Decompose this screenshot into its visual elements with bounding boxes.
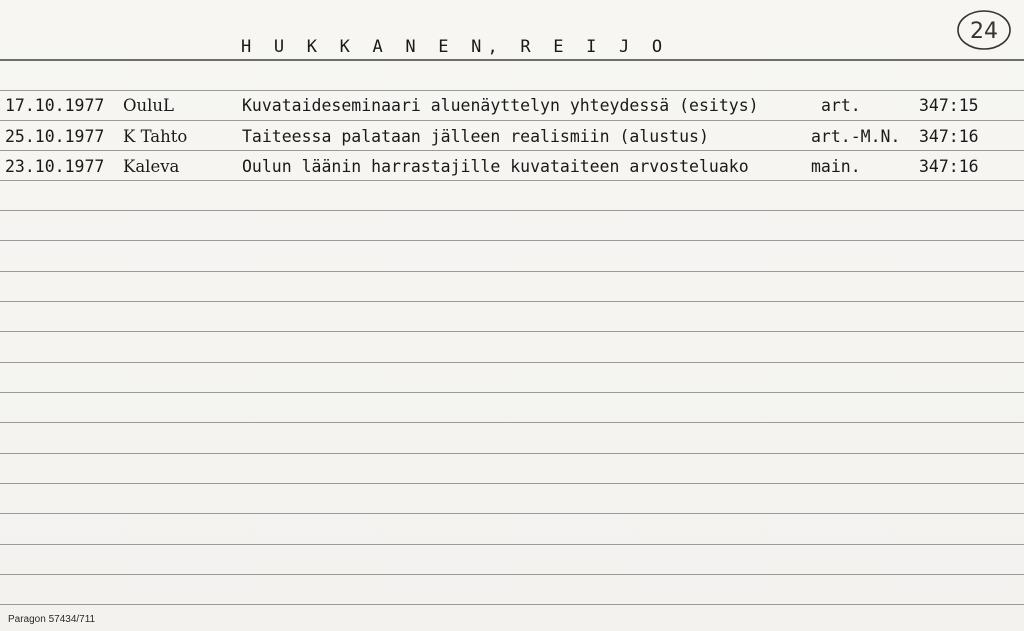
entry-ref: 347:16 bbox=[919, 157, 979, 176]
entry-title: Taiteessa palataan jälleen realismiin (alustus) bbox=[242, 127, 709, 146]
line-rule bbox=[0, 422, 1024, 423]
line-rule bbox=[0, 271, 1024, 272]
entry-title: Oulun läänin harrastajille kuvataiteen arvosteluako bbox=[242, 157, 749, 176]
card-name-header: H U K K A N E N, R E I J O bbox=[241, 37, 669, 57]
entry-source: Kaleva bbox=[123, 157, 180, 176]
line-rule bbox=[0, 210, 1024, 211]
line-rule bbox=[0, 240, 1024, 241]
line-rule bbox=[0, 362, 1024, 363]
line-rule bbox=[0, 574, 1024, 575]
line-rule bbox=[0, 120, 1024, 121]
line-rule bbox=[0, 331, 1024, 332]
entry-row bbox=[0, 124, 1024, 150]
printer-imprint: Paragon 57434/711 bbox=[8, 614, 96, 625]
line-rule bbox=[0, 513, 1024, 514]
entry-date: 17.10.1977 bbox=[5, 96, 105, 115]
header-rule bbox=[0, 59, 1024, 61]
line-rule bbox=[0, 453, 1024, 454]
entry-source: OuluL bbox=[123, 96, 175, 115]
entry-title: Kuvataideseminaari aluenäyttelyn yhteydessä (esitys) bbox=[242, 96, 759, 115]
entry-date: 23.10.1977 bbox=[5, 157, 105, 176]
line-rule bbox=[0, 544, 1024, 545]
line-rule bbox=[0, 392, 1024, 393]
entry-ref: 347:15 bbox=[919, 96, 979, 115]
entry-type: main. bbox=[811, 157, 861, 176]
entry-source: K Tahto bbox=[123, 127, 188, 146]
entry-type: art.-M.N. bbox=[811, 127, 901, 146]
line-rule bbox=[0, 301, 1024, 302]
entry-type: art. bbox=[821, 96, 861, 115]
line-rule bbox=[0, 180, 1024, 181]
line-rule bbox=[0, 604, 1024, 605]
card-number: 24 bbox=[970, 19, 998, 44]
line-rule bbox=[0, 150, 1024, 151]
entry-row bbox=[0, 154, 1024, 180]
entry-row bbox=[0, 93, 1024, 119]
card-number-circle bbox=[955, 8, 1013, 52]
line-rule bbox=[0, 483, 1024, 484]
entry-date: 25.10.1977 bbox=[5, 127, 105, 146]
line-rule bbox=[0, 90, 1024, 91]
entry-ref: 347:16 bbox=[919, 127, 979, 146]
